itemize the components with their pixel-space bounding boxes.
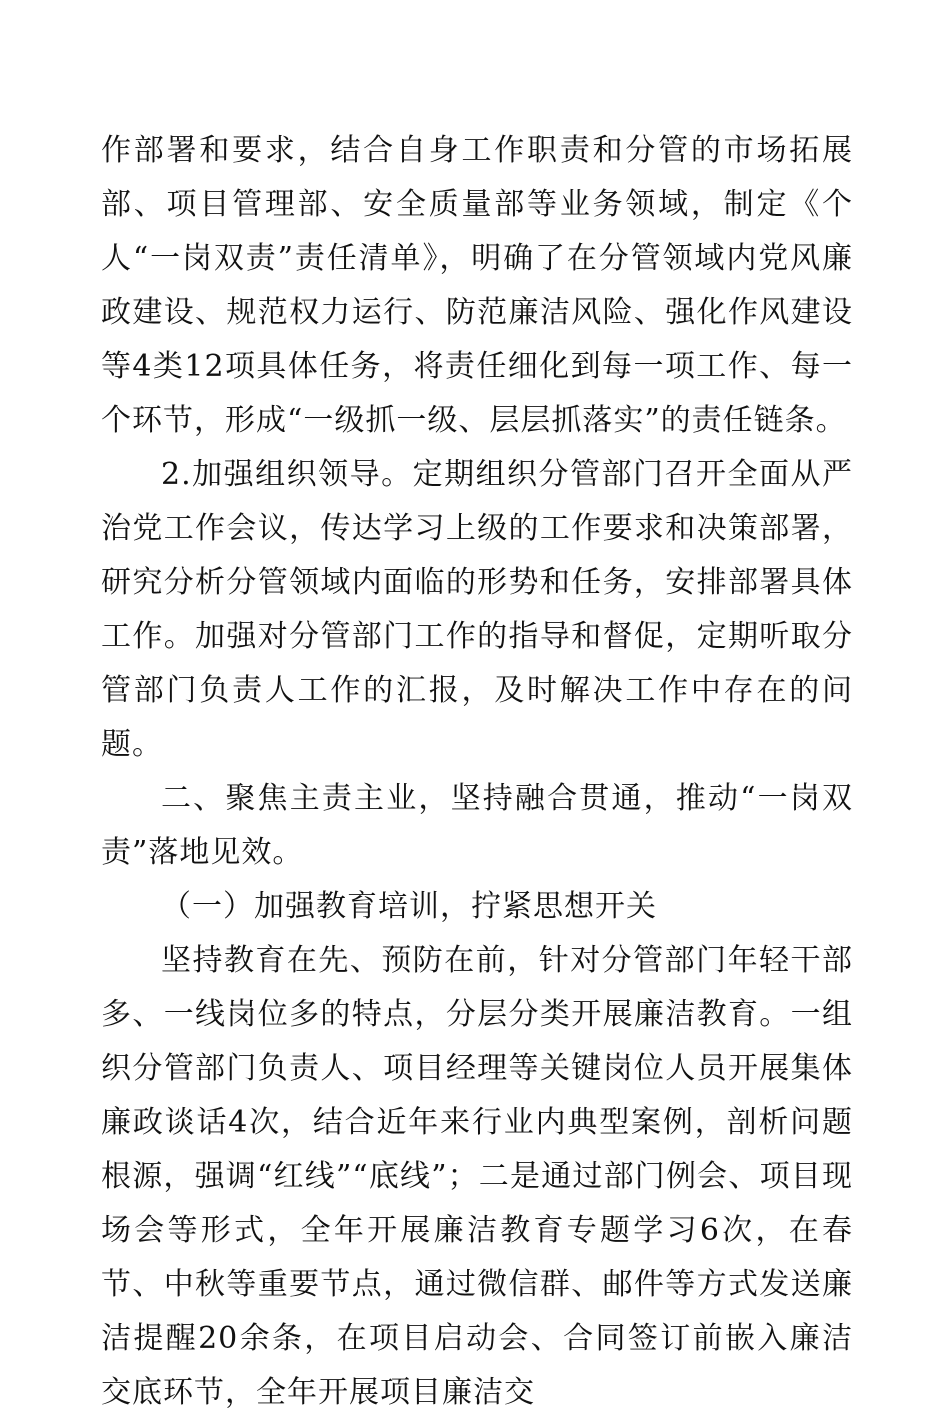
paragraph-continuation: 作部署和要求，结合自身工作职责和分管的市场拓展部、项目管理部、安全质量部等业务领域，制定《个人“一岗双责”责任清单》，明确了在分管领域内党风廉政建设、规范权力运行、防范廉洁风险、强化作风建设等4类12项具体任务，将责任细化到每一项工作、每一个环节，形成“一级抓一级、层层抓落实”的责任链条。 <box>101 133 853 438</box>
paragraph-organization-leadership: 2.加强组织领导。定期组织分管部门召开全面从严治党工作会议，传达学习上级的工作要求和决策部署，研究分析分管领域内面临的形势和任务，安排部署具体工作。加强对分管部门工作的指导和督促，定期听取分管部门负责人工作的汇报，及时解决工作中存在的问题。 <box>101 457 853 762</box>
document-body <box>101 124 853 1420</box>
paragraph-education-training: 坚持教育在先、预防在前，针对分管部门年轻干部多、一线岗位多的特点，分层分类开展廉洁教育。一组织分管部门负责人、项目经理等关键岗位人员开展集体廉政谈话4次，结合近年来行业内典型案例，剖析问题根源，强调“红线”“底线”；二是通过部门例会、项目现场会等形式，全年开展廉洁教育专题学习6次，在春节、中秋等重要节点，通过微信群、邮件等方式发送廉洁提醒20余条，在项目启动会、合同签订前嵌入廉洁交底环节，全年开展项目廉洁交 <box>101 943 853 1410</box>
subsection-heading-one: （一）加强教育培训，拧紧思想开关 <box>161 889 657 924</box>
section-heading-two: 二、聚焦主责主业，坚持融合贯通，推动“一岗双责”落地见效。 <box>101 781 853 870</box>
